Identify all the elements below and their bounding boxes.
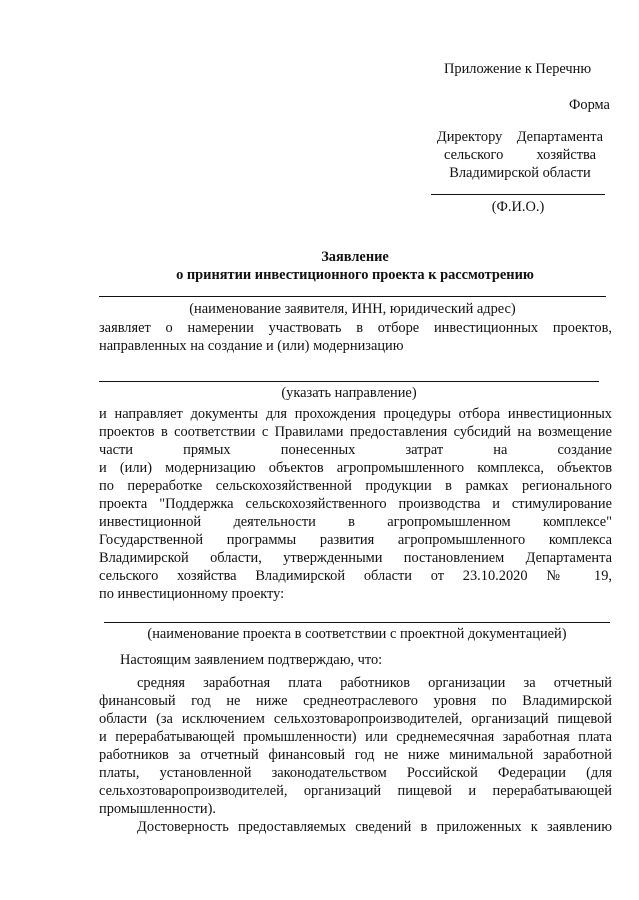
addressee-line: Директору Департамента [436, 129, 604, 145]
project-caption: (наименование проекта в соответствии с проектной документацией) [147, 626, 567, 642]
direction-caption: (указать направление) [281, 385, 417, 401]
document-subtitle: о принятии инвестиционного проекта к рассмотрению [176, 267, 534, 283]
confirm-line: работников за отчетный финансовый год не ниже минимальной заработной [99, 747, 612, 763]
confirm-line: промышленности). [99, 801, 216, 817]
fio-underline [431, 194, 605, 195]
applicant-line: направленных на создание и (или) модернизацию [99, 338, 404, 354]
confirm-line: области (за исключением сельхозтоваропроизводителей, организаций пищевой [99, 711, 612, 727]
paragraph-line: по переработке сельскохозяйственной продукции в рамках регионального [99, 478, 612, 494]
main-paragraph [99, 405, 612, 603]
applicant-caption: (наименование заявителя, ИНН, юридический адрес) [189, 301, 516, 317]
addressee-line: Владимирской области [449, 165, 591, 181]
final-line: Достоверность предоставляемых сведений в приложенных к заявлению [137, 819, 612, 835]
paragraph-line: по инвестиционному проекту: [99, 586, 285, 602]
paragraph-line: Владимирской области, утвержденными постановлением Департамента [99, 550, 612, 566]
paragraph-line: части прямых понесенных затрат на создание [99, 442, 612, 458]
applicant-line: заявляет о намерении участвовать в отборе инвестиционных проектов, [99, 320, 612, 336]
paragraph-line: проектов в соответствии с Правилами предоставления субсидий на возмещение [99, 424, 612, 440]
paragraph-line: проекта "Поддержка сельскохозяйственного производства и стимулирование [99, 496, 612, 512]
paragraph-line: Государственной программы развития агропромышленного комплекса [99, 532, 612, 548]
project-underline [104, 622, 610, 623]
appendix-label: Приложение к Перечню [444, 61, 592, 77]
paragraph-line: сельского хозяйства Владимирской области от 23.10.2020 № 19, [99, 568, 612, 584]
confirm-line: сельхозтоваропроизводителей, организаций пищевой и перерабатывающей [99, 783, 612, 799]
confirm-line: средняя заработная плата работников организации за отчетный [137, 675, 612, 691]
confirm-intro: Настоящим заявлением подтверждаю, что: [120, 652, 383, 668]
paragraph-line: инвестиционной деятельности в агропромышленном комплексе" [99, 514, 612, 530]
fio-caption: (Ф.И.О.) [491, 199, 545, 215]
document-title: Заявление [321, 249, 389, 265]
direction-underline [99, 381, 599, 382]
paragraph-line: и направляет документы для прохождения процедуры отбора инвестиционных [99, 406, 612, 422]
paragraph-line: и (или) модернизацию объектов агропромышленного комплекса, объектов [99, 460, 612, 476]
form-label: Форма [569, 97, 610, 113]
addressee-line: сельского хозяйства [444, 147, 596, 163]
confirm-line: платы, установленной законодательством Российской Федерации (для [99, 765, 612, 781]
addressee-block [428, 128, 612, 182]
applicant-underline [99, 296, 606, 297]
confirm-line: финансовый год не ниже среднеотраслевого уровня по Владимирской [99, 693, 612, 709]
confirm-paragraph [99, 674, 612, 818]
confirm-line: и перерабатывающей промышленности) или среднемесячная заработная плата [99, 729, 612, 745]
